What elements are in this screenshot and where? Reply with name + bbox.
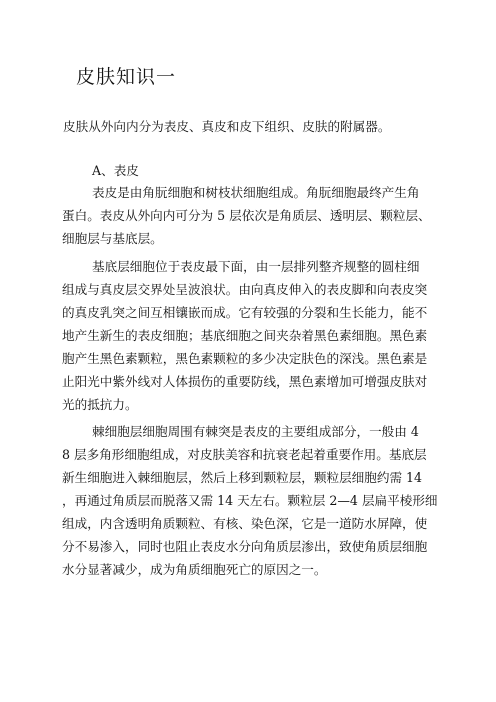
paragraph-3-line-7: 水分显著减少，成为角质细胞死亡的原因之一。: [62, 562, 327, 577]
paragraph-3-line-3: 新生细胞进入棘细胞层，然后上移到颗粒层，颗粒层细胞约需 14: [62, 470, 423, 485]
paragraph-3-line-1: 棘细胞层细胞周围有棘突是表皮的主要组成部分，一般由 4: [92, 424, 419, 439]
paragraph-2-line-3: 的真皮乳突之间互相镶嵌而成。它有较强的分裂和生长能力，能不: [62, 305, 428, 320]
paragraph-3-line-6: 分不易渗入，同时也阻止表皮水分向角质层渗出，致使角质层细胞: [62, 539, 428, 554]
paragraph-2-line-6: 止阳光中紫外线对人体损伤的重要防线，黑色素增加可增强皮肤对: [62, 374, 428, 389]
paragraph-1-line-2: 蛋白。表皮从外向内可分为 5 层依次是角质层、透明层、颗粒层、: [62, 208, 431, 223]
page-title: 皮肤知识一: [76, 66, 177, 88]
paragraph-3-line-4: ，再通过角质层而脱落又需 14 天左右。颗粒层 2—4 层扁平棱形细: [62, 493, 438, 508]
intro-text: 皮肤从外向内分为表皮、真皮和皮下组织、皮肤的附属器。: [63, 119, 391, 134]
section-heading: A、表皮: [92, 163, 139, 178]
paragraph-3-line-5: 组成，内含透明角质颗粒、有核、染色深，它是一道防水屏障，使: [62, 516, 428, 531]
paragraph-2-line-1: 基底层细胞位于表皮最下面，由一层排列整齐规整的圆柱细: [92, 259, 420, 274]
paragraph-2-line-5: 胞产生黑色素颗粒，黑色素颗粒的多少决定肤色的深浅。黑色素是: [62, 351, 428, 366]
paragraph-1-line-3: 细胞层与基底层。: [62, 231, 163, 246]
paragraph-2-line-4: 地产生新生的表皮细胞；基底细胞之间夹杂着黑色素细胞。黑色素: [62, 328, 428, 343]
paragraph-2-line-7: 光的抵抗力。: [62, 397, 138, 412]
paragraph-1-line-1: 表皮是由角朊细胞和树枝状细胞组成。角朊细胞最终产生角: [92, 185, 420, 200]
paragraph-3-line-2: 8 层多角形细胞组成，对皮肤美容和抗衰老起着重要作用。基底层: [62, 447, 427, 462]
paragraph-2-line-2: 组成与真皮层交界处呈波浪状。由向真皮伸入的表皮脚和向表皮突: [62, 282, 428, 297]
